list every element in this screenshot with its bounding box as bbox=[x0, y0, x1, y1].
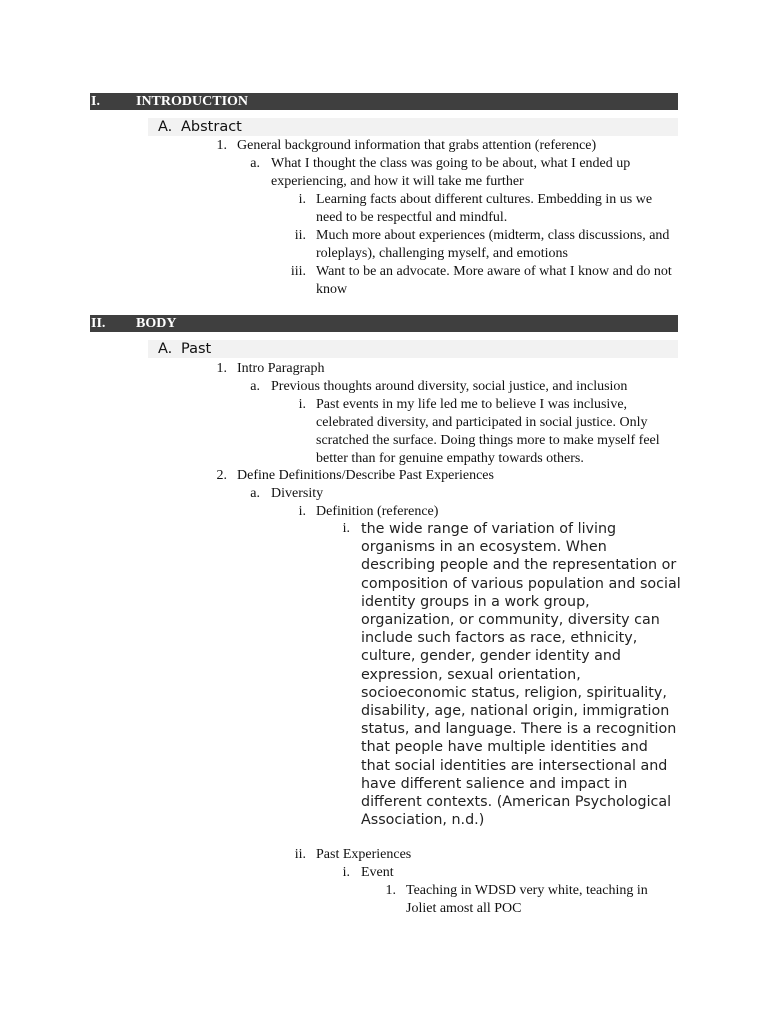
list-marker: 1. bbox=[216, 138, 227, 153]
list-item bbox=[0, 263, 768, 299]
list-text: Learning facts about different cultures. Embedding in us we need to be respectful and mindful. bbox=[316, 192, 653, 225]
list-item bbox=[0, 503, 768, 521]
list-text: Diversity bbox=[271, 486, 324, 501]
list-marker: a. bbox=[250, 486, 260, 501]
list-item bbox=[0, 155, 768, 191]
section-title: BODY bbox=[136, 316, 177, 331]
list-marker: i. bbox=[342, 865, 350, 880]
list-text: Teaching in WDSD very white, teaching in Joliet amost all POC bbox=[406, 883, 648, 916]
list-marker: a. bbox=[250, 379, 260, 394]
subheading-marker: A. bbox=[158, 341, 173, 357]
list-text: Define Definitions/Describe Past Experiences bbox=[237, 468, 494, 483]
list-marker: 2. bbox=[216, 468, 227, 483]
section-title: INTRODUCTION bbox=[136, 94, 249, 109]
list-text: Want to be an advocate. More aware of what I know and do not know bbox=[316, 264, 672, 297]
list-item bbox=[0, 378, 768, 396]
subheading-label: Past bbox=[181, 341, 212, 357]
list-marker: a. bbox=[250, 156, 260, 171]
list-item bbox=[0, 227, 768, 263]
list-marker: i. bbox=[342, 521, 350, 536]
list-item bbox=[0, 396, 768, 468]
list-text: Past events in my life led me to believe I was inclusive, celebrated diversity, and participated in social justice. Only scratched the surface. Doing things more to make myself feel better than for genuine empathy towards others. bbox=[316, 397, 660, 466]
subheading-abstract bbox=[148, 118, 678, 136]
definition-text: the wide range of variation of living organisms in an ecosystem. When describing people and the representation or composition of various population and social identity groups in a work group, organization, or community, diversity can include such factors as race, ethnicity, culture, gender, gender identity and expression, sexual orientation, socioeconomic status, religion, spirituality, disability, age, national origin, immigration status, and language. There is a recognition that people have multiple identities and that social identities are intersectional and have different salience and impact in different contexts. (American Psychological Association, n.d.) bbox=[361, 521, 681, 829]
list-marker: i. bbox=[298, 504, 306, 519]
list-text: Much more about experiences (midterm, class discussions, and roleplays), challenging myself, and emotions bbox=[316, 228, 670, 261]
list-item bbox=[0, 846, 768, 864]
list-item bbox=[0, 467, 768, 485]
list-item bbox=[0, 191, 768, 227]
list-item bbox=[0, 864, 768, 882]
section-heading-body bbox=[90, 315, 678, 332]
list-item-definition bbox=[0, 520, 768, 848]
subheading-marker: A. bbox=[158, 119, 173, 135]
list-marker: ii. bbox=[294, 847, 306, 862]
subheading-label: Abstract bbox=[181, 119, 242, 135]
list-marker: i. bbox=[298, 192, 306, 207]
list-text: Definition (reference) bbox=[316, 504, 439, 519]
list-text: What I thought the class was going to be about, what I ended up experiencing, and how it will take me further bbox=[271, 156, 631, 189]
section-number: I. bbox=[91, 94, 100, 109]
section-heading-introduction bbox=[90, 93, 678, 110]
list-marker: 1. bbox=[385, 883, 396, 898]
list-text: Past Experiences bbox=[316, 847, 412, 862]
section-number: II. bbox=[91, 316, 106, 331]
list-text: General background information that grabs attention (reference) bbox=[237, 138, 597, 153]
list-item bbox=[0, 882, 768, 918]
list-text: Previous thoughts around diversity, social justice, and inclusion bbox=[271, 379, 628, 394]
list-marker: iii. bbox=[290, 264, 306, 279]
list-text: Intro Paragraph bbox=[237, 361, 325, 376]
list-text: Event bbox=[361, 865, 394, 880]
list-marker: i. bbox=[298, 397, 306, 412]
list-item bbox=[0, 137, 768, 155]
subheading-past bbox=[148, 340, 678, 358]
list-item bbox=[0, 360, 768, 378]
list-marker: 1. bbox=[216, 361, 227, 376]
list-marker: ii. bbox=[294, 228, 306, 243]
list-item bbox=[0, 485, 768, 503]
